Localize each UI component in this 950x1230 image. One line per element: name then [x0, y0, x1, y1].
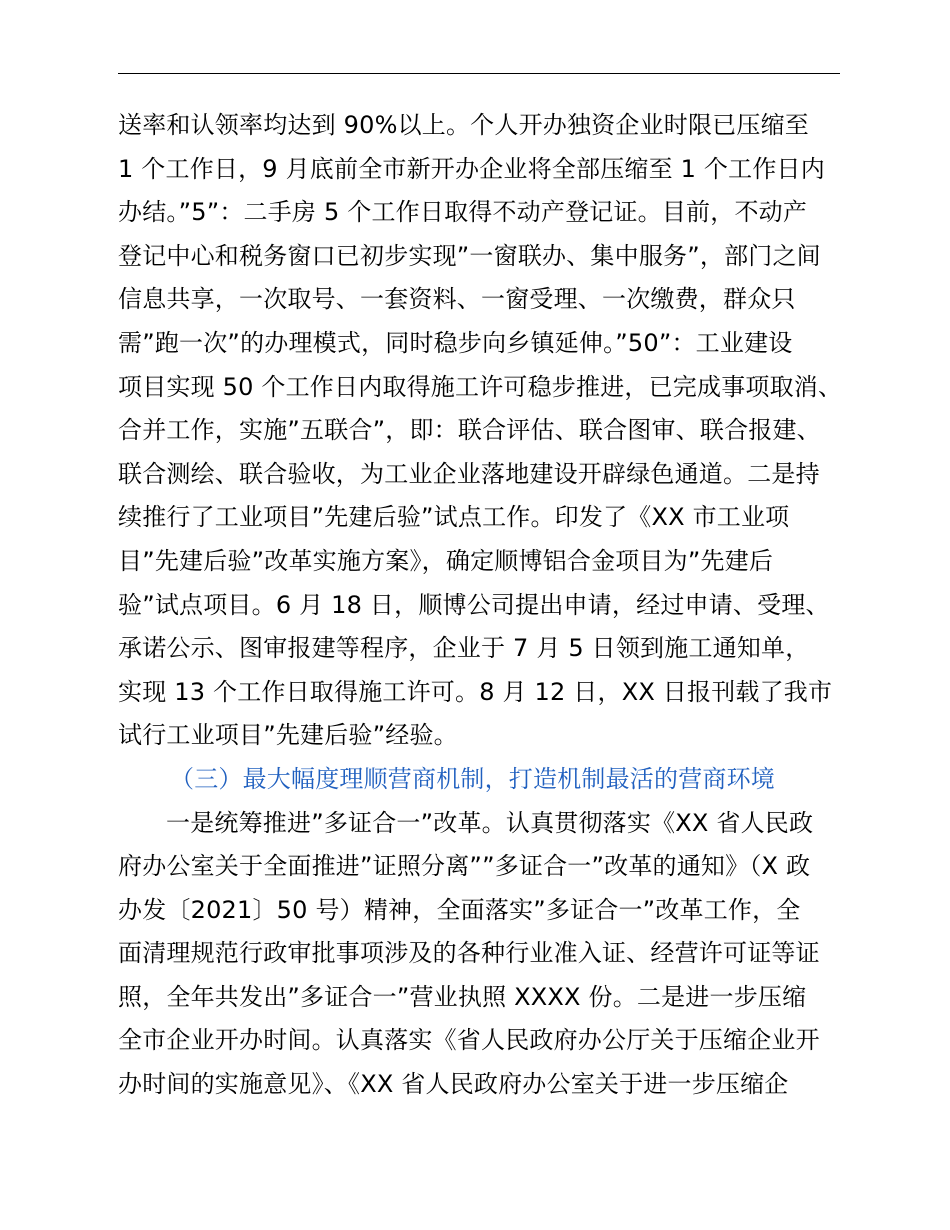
body-line: 办发〔2021〕50 号）精神，全面落实”多证合一”改革工作，全 — [118, 895, 801, 924]
body-line: 联合测绘、联合验收，为工业企业落地建设开辟绿色通道。二是持 — [118, 459, 820, 488]
body-line: 面清理规范行政审批事项涉及的各种行业准入证、经营许可证等证 — [118, 939, 820, 968]
body-line: 1 个工作日，9 月底前全市新开办企业将全部压缩至 1 个工作日内 — [118, 154, 825, 183]
header-rule — [118, 73, 840, 74]
body-line: 承诺公示、图审报建等程序，企业于 7 月 5 日领到施工通知单， — [118, 634, 810, 663]
body-line: 验”试点项目。6 月 18 日，顺博公司提出申请，经过申请、受理、 — [118, 590, 830, 619]
body-line: 照，全年共发出”多证合一”营业执照 XXXX 份。二是进一步压缩 — [118, 982, 807, 1011]
body-line: 实现 13 个工作日取得施工许可。8 月 12 日，XX 日报刊载了我市 — [118, 677, 833, 706]
body-line: 项目实现 50 个工作日内取得施工许可稳步推进，已完成事项取消、 — [118, 372, 843, 401]
body-line: 需”跑一次”的办理模式，同时稳步向乡镇延伸。”50”：工业建设 — [118, 328, 793, 357]
body-line: 办时间的实施意见》、《XX 省人民政府办公室关于进一步压缩企 — [118, 1070, 789, 1099]
body-line: 信息共享，一次取号、一套资料、一窗受理、一次缴费，群众只 — [118, 285, 796, 314]
body-line: 送率和认领率均达到 90%以上。个人开办独资企业时限已压缩至 — [118, 111, 809, 139]
body-line: 全市企业开办时间。认真落实《省人民政府办公厅关于压缩企业开 — [118, 1026, 820, 1055]
body-line: 办结。”5”：二手房 5 个工作日取得不动产登记证。目前，不动产 — [118, 198, 808, 227]
document-body — [118, 104, 842, 1107]
section-heading: （三）最大幅度理顺营商机制，打造机制最活的营商环境 — [170, 764, 775, 793]
body-line: 一是统筹推进”多证合一”改革。认真贯彻落实《XX 省人民政 — [166, 808, 814, 837]
body-line: 府办公室关于全面推进”证照分离””多证合一”改革的通知》（X 政 — [118, 852, 811, 881]
body-line: 试行工业项目”先建后验”经验。 — [118, 721, 458, 750]
body-line: 续推行了工业项目”先建后验”试点工作。印发了《XX 市工业项 — [118, 503, 790, 532]
body-line: 登记中心和税务窗口已初步实现”一窗联办、集中服务”，部门之间 — [118, 241, 821, 270]
body-line: 合并工作，实施”五联合”，即：联合评估、联合图审、联合报建、 — [118, 416, 821, 445]
body-line: 目”先建后验”改革实施方案》，确定顺博铝合金项目为”先建后 — [118, 546, 774, 575]
